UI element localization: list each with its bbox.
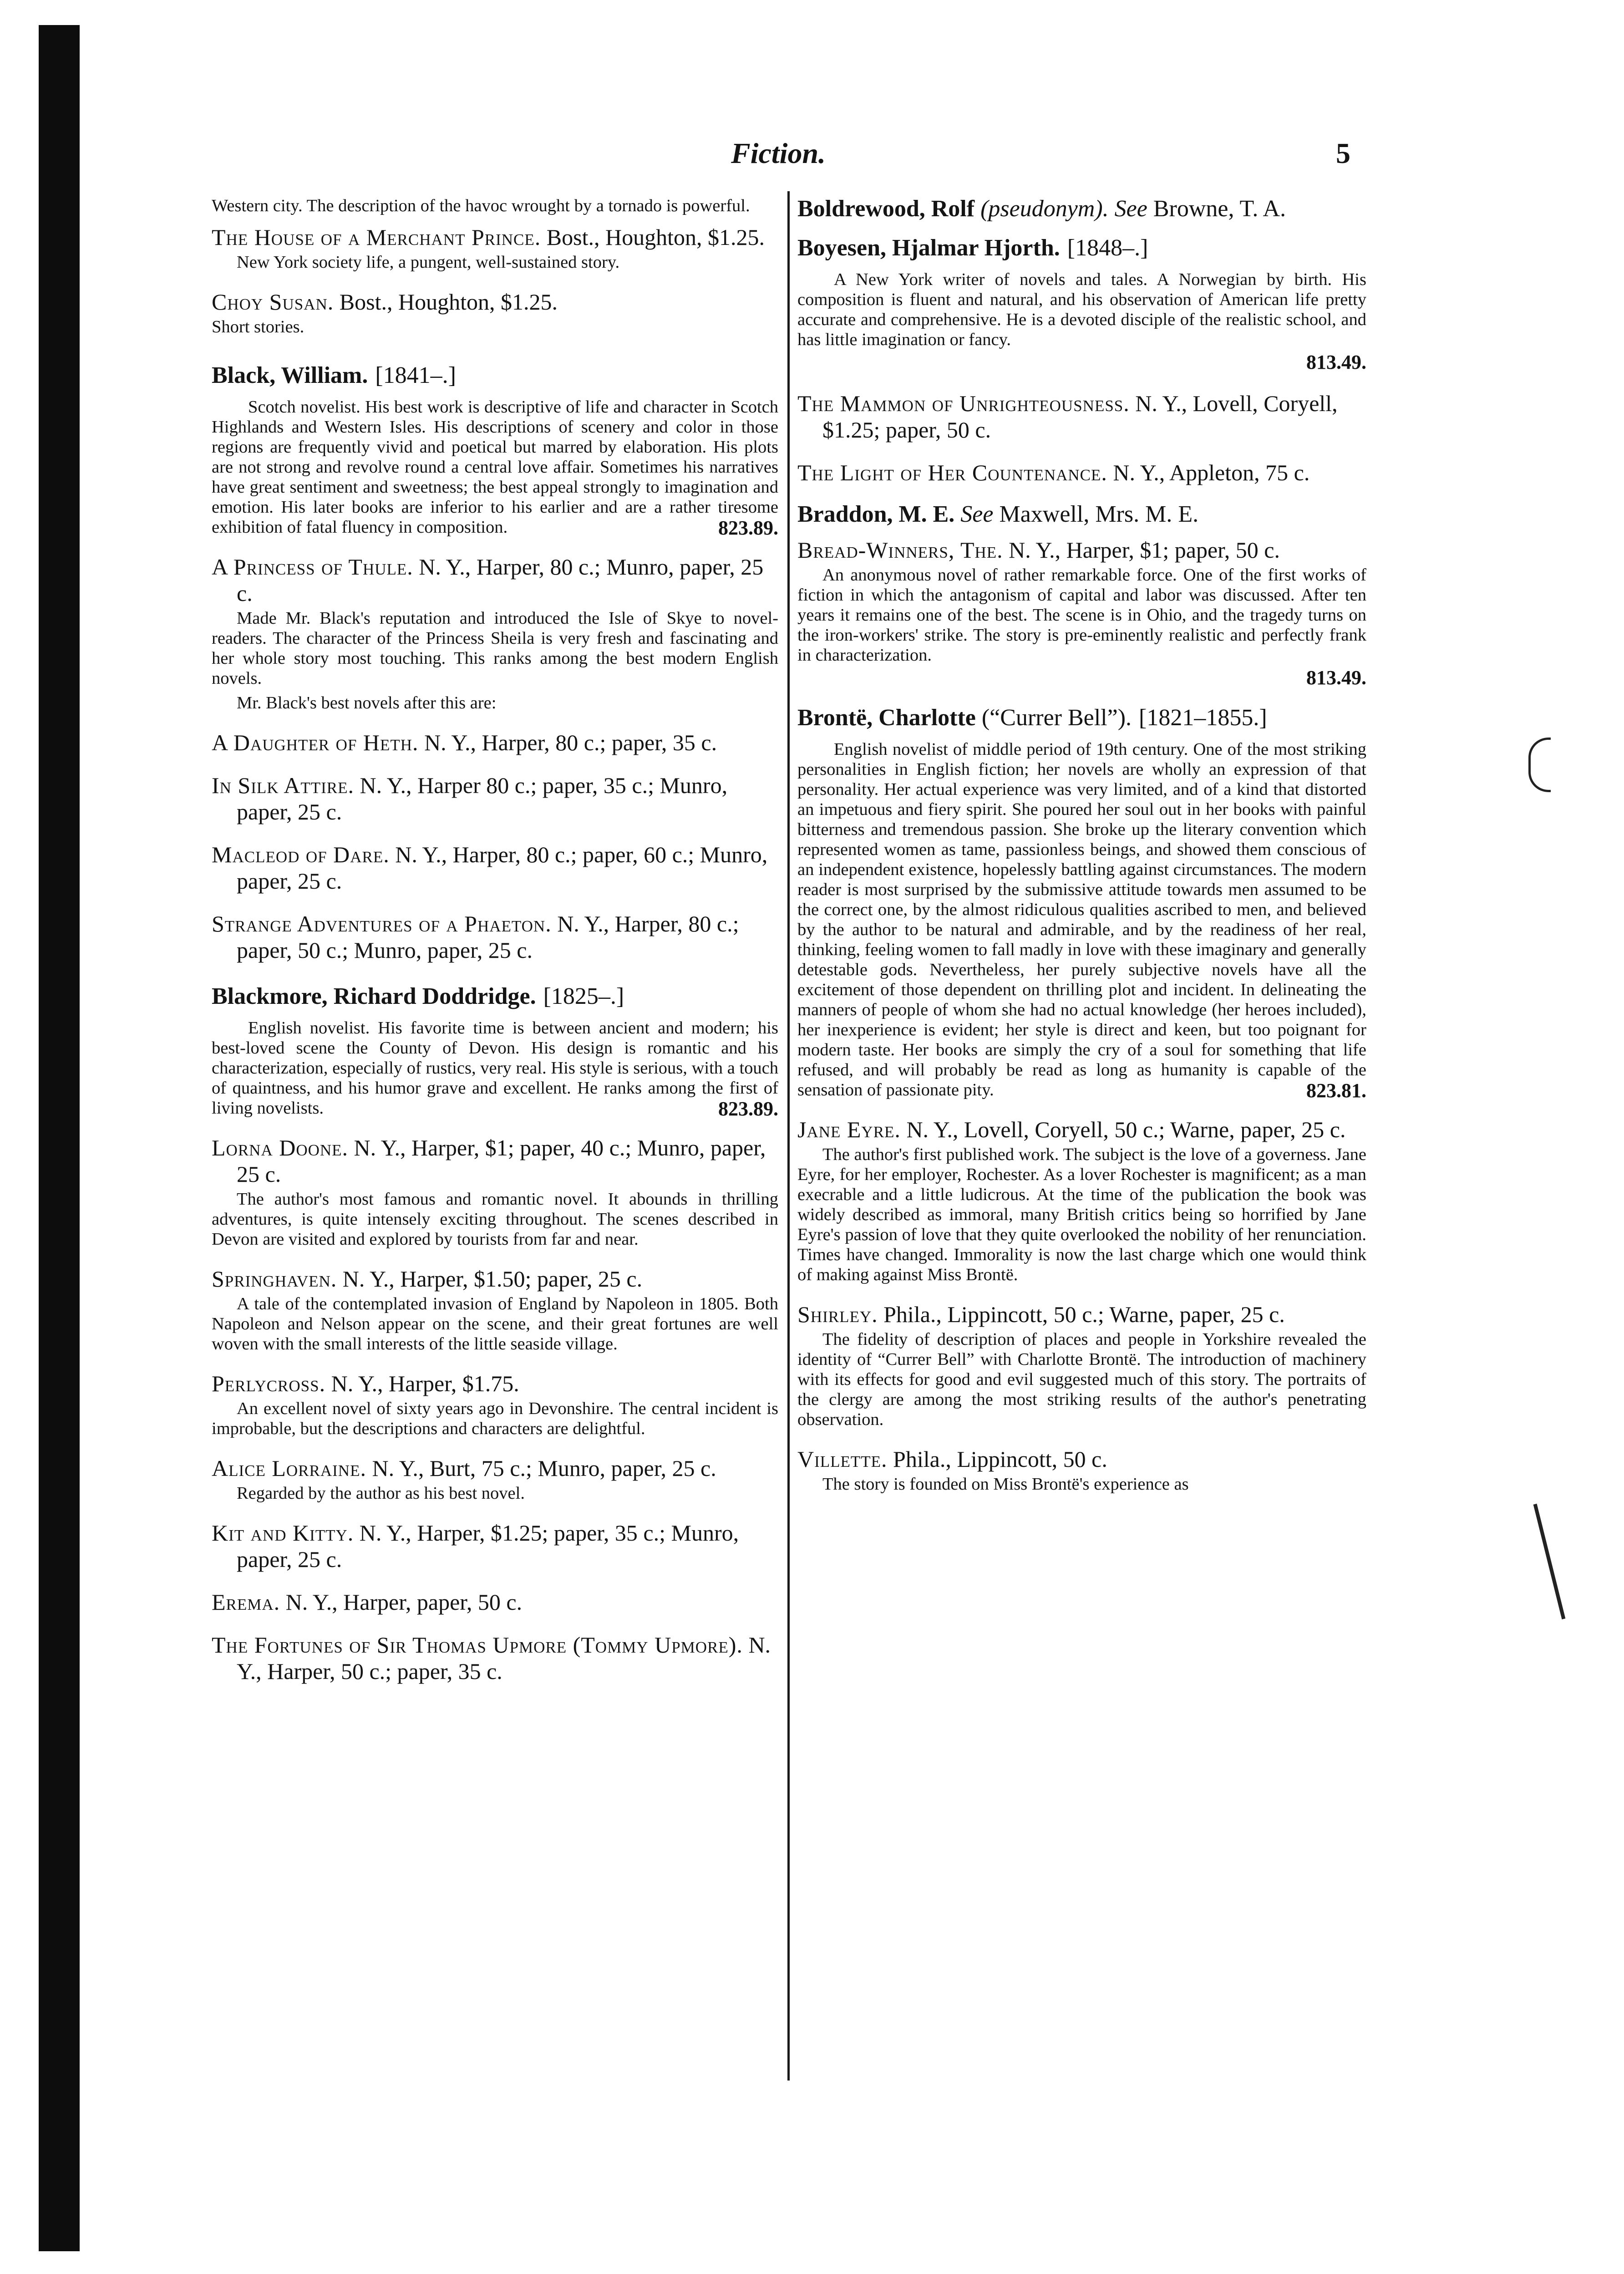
book-description: The author's most famous and romantic novel. It abounds in thrilling adventures, is quite intensely exciting throughout. The scenes described in Devon are visited and explored by tourists from far and near. <box>212 1190 778 1249</box>
author-name: Brontë, Charlotte <box>797 705 976 731</box>
book-description: The author's first published work. The subject is the love of a governess. Jane Eyre, for her employer, Rochester. As a lover Rochester is magnificent; as a man execrable and a little ludicrous. At the time of the publication the book was widely described as immoral, many British critics being so horrified by Jane Eyre's passion of love that they quite overlooked the nobility of her renunciation. Times have changed. Immorality is now the last charge which one would think of making against Miss Brontë. <box>797 1145 1366 1284</box>
book-details: N. Y., Burt, 75 c.; Munro, paper, 25 c. <box>372 1455 716 1481</box>
book-title: Springhaven. <box>212 1266 337 1292</box>
author-name: Braddon, M. E. <box>797 501 955 527</box>
book-title: Lorna Doone. <box>212 1135 349 1160</box>
author-heading <box>212 362 778 389</box>
book-entry <box>797 1301 1366 1430</box>
book-title: A Daughter of Heth. <box>212 730 419 755</box>
pseudonym-note: (pseudonym). <box>980 196 1109 222</box>
book-title: Strange Adventures of a Phaeton. <box>212 911 552 936</box>
book-title: Alice Lorraine. <box>212 1455 366 1481</box>
author-dates: [1825–.] <box>543 983 624 1009</box>
book-entry <box>797 390 1366 443</box>
book-details: N. Y., Harper, $1.50; paper, 25 c. <box>342 1266 643 1292</box>
book-description: A tale of the contemplated invasion of England by Napoleon in 1805. Both Napoleon and Nelson appear on the scene, and their great fortunes are well woven with the small interests of the little seaside village. <box>212 1294 778 1353</box>
book-title: Jane Eyre. <box>797 1117 901 1142</box>
book-description: Short stories. <box>212 317 304 336</box>
book-note: Mr. Black's best novels after this are: <box>237 693 497 712</box>
author-description: English novelist. His favorite time is between ancient and modern; his best-loved scene the County of Devon. His design is romantic and his characterization, especially of rustics, very real. His style is serious, with a touch of quaintness, and his humor grave and excellent. He ranks among the first of living novelists. 823.89. <box>212 1018 778 1120</box>
scan-margin-bar <box>39 25 80 2251</box>
page-number: 5 <box>1336 137 1350 169</box>
margin-stroke-mark <box>1533 1504 1566 1619</box>
book-title: The Light of Her Countenance. <box>797 460 1107 485</box>
book-description: New York society life, a pungent, well-sustained story. <box>237 253 620 272</box>
book-entry <box>212 1134 778 1249</box>
author-heading <box>797 235 1366 261</box>
book-entry <box>212 554 778 713</box>
author-description: A New York writer of novels and tales. A Norwegian by birth. His composition is fluent and natural, and his observation of American life pretty accurate and comprehensive. He is a devoted disciple of the realistic school, and has little imagination or fancy. <box>797 270 1366 349</box>
book-details: N. Y., Harper 80 c.; paper, 35 c.; Munro, paper, 25 c. <box>237 773 728 824</box>
classification-number: 823.81. <box>1306 1079 1366 1102</box>
book-description: The fidelity of description of places and people in Yorkshire revealed the identity of “Currer Bell” with Charlotte Brontë. The introduction of machinery with its effects for good and evil suggested much of this story. The portraits of the clergy are among the most striking results of the author's penetrating observation. <box>797 1330 1366 1429</box>
classification-number: 813.49. <box>1306 351 1366 373</box>
book-title: Choy Susan. <box>212 289 334 315</box>
author-dates: [1821–1855.] <box>1139 705 1267 731</box>
book-title: The House of a Merchant Prince. <box>212 224 541 250</box>
cross-reference: Browne, T. A. <box>1153 196 1286 222</box>
book-title: Shirley. <box>797 1302 878 1327</box>
book-description: An anonymous novel of rather remarkable force. One of the first works of fiction in which the antagonism of capital and labor was discussed. After ten years it remains one of the best. The scene is in Ohio, and the tragedy turns on the iron-workers' strike. The story is pre-eminently realistic and perfectly frank in characterization. <box>797 565 1366 665</box>
author-heading <box>797 196 1366 222</box>
book-details: Bost., Houghton, $1.25. <box>339 289 558 315</box>
cross-reference: Maxwell, Mrs. M. E. <box>999 501 1199 527</box>
book-details: N. Y., Harper, paper, 50 c. <box>285 1589 523 1615</box>
book-title: The Mammon of Unrighteousness. <box>797 391 1130 416</box>
book-details: N. Y., Harper, 50 c.; paper, 35 c. <box>237 1632 771 1684</box>
book-description: Regarded by the author as his best novel. <box>237 1484 525 1503</box>
book-entry <box>797 459 1366 486</box>
running-head <box>0 137 1624 187</box>
book-details: Phila., Lippincott, 50 c. <box>893 1446 1107 1472</box>
book-details: Phila., Lippincott, 50 c.; Warne, paper, 25 c. <box>883 1302 1285 1327</box>
book-details: N. Y., Lovell, Coryell, 50 c.; Warne, paper, 25 c. <box>906 1117 1346 1142</box>
book-details: N. Y., Harper, $1.25; paper, 35 c.; Munro, paper, 25 c. <box>237 1520 739 1572</box>
book-entry <box>212 1455 778 1503</box>
book-entry <box>212 224 778 272</box>
book-entry <box>212 1520 778 1572</box>
book-entry <box>212 1266 778 1354</box>
book-title: Bread-Winners, The. <box>797 537 1003 563</box>
book-details: Bost., Houghton, $1.25. <box>546 224 765 250</box>
author-dates: [1848–.] <box>1067 235 1148 261</box>
book-details: N. Y., Harper, $1; paper, 50 c. <box>1009 537 1280 563</box>
author-heading <box>797 705 1366 731</box>
book-details: N. Y., Harper, $1; paper, 40 c.; Munro, paper, 25 c. <box>237 1135 766 1187</box>
book-title: Villette. <box>797 1446 888 1472</box>
book-entry <box>212 772 778 825</box>
right-column <box>797 196 1366 1494</box>
pen-name: (“Currer Bell”). <box>981 705 1132 731</box>
book-title: Macleod of Dare. <box>212 842 390 867</box>
author-dates: [1841–.] <box>375 362 456 388</box>
author-name: Blackmore, Richard Doddridge. <box>212 983 536 1009</box>
book-entry <box>212 1589 778 1615</box>
book-entry <box>797 537 1366 689</box>
see-label: See <box>960 501 994 527</box>
book-entry <box>212 289 778 337</box>
author-name: Boyesen, Hjalmar Hjorth. <box>797 235 1060 261</box>
book-details: N. Y., Appleton, 75 c. <box>1113 460 1310 485</box>
book-details: N. Y., Lovell, Coryell, $1.25; paper, 50 c. <box>822 391 1338 443</box>
author-heading <box>797 501 1366 528</box>
book-title: A Princess of Thule. <box>212 554 413 580</box>
book-entry <box>212 841 778 894</box>
book-title: Kit and Kitty. <box>212 1520 354 1546</box>
book-description: Made Mr. Black's reputation and introduced the Isle of Skye to novel-readers. The character of the Princess Sheila is very fresh and fascinating and her whole story most touching. This ranks among the best modern English novels. <box>212 609 778 688</box>
book-details: N. Y., Harper, $1.75. <box>331 1371 519 1396</box>
classification-number: 813.49. <box>1306 666 1366 689</box>
book-title: The Fortunes of Sir Thomas Upmore (Tommy Upmore). <box>212 1632 743 1658</box>
author-description: Scotch novelist. His best work is descriptive of life and character in Scotch Highlands and Western Isles. His descriptions of scenery and color in those regions are frequently vivid and poetical but marred by elaboration. His plots are not strong and revolve round a central love affair. Sometimes his narratives have great sentiment and sweetness; the best appeal strongly to imagination and emotion. His later books are inferior to his earlier and are a rather tiresome exhibition of fatal fluency in composition. 823.89. <box>212 397 778 539</box>
book-details: N. Y., Harper, 80 c.; Munro, paper, 25 c. <box>237 554 764 606</box>
author-description: English novelist of middle period of 19th century. One of the most striking personalities in English fiction; her novels are wholly an expression of that personality. Her actual experience was very limited, and of a kind that distorted an impetuous and fiery spirit. She poured her soul out in her books with painful bitterness and tremendous passion. She broke up the literary convention which represented women as tame, passionless beings, and showed them conscious of an independent existence, hopelessly battling against circumstances. The modern reader is most surprised by the submissive attitude towards men assumed to be the correct one, by the almost ridiculous qualities ascribed to men, and believed by the author to be natural and admirable, and by the readiness of her real, thinking, feeling women to fall madly in love with these imaginary and generally detestable gods. Nevertheless, her purely subjective novels have all the excitement of those dependent on thrilling plot and incident. In delineating the manners of people of whom she had no actual knowledge (her heroes included), her inexperience is evident; her style is direct and keen, but too poignant for modern taste. Her books are simply the cry of a soul for something that life refused, and will probably be read as long as humanity is capable of the sensation of passionate pity. 823.81. <box>797 740 1366 1102</box>
book-title: In Silk Attire. <box>212 773 355 798</box>
book-entry <box>797 1446 1366 1494</box>
book-entry <box>212 1370 778 1439</box>
book-description: An excellent novel of sixty years ago in Devonshire. The central incident is improbable, but the descriptions and characters are delightful. <box>212 1399 778 1438</box>
continued-text: Western city. The description of the havoc wrought by a tornado is powerful. <box>212 196 750 215</box>
book-details: N. Y., Harper, 80 c.; paper, 60 c.; Munro, paper, 25 c. <box>237 842 768 894</box>
author-name: Boldrewood, Rolf <box>797 196 975 222</box>
classification-number: 823.89. <box>718 517 778 539</box>
author-heading <box>212 983 778 1010</box>
book-entry <box>797 1116 1366 1285</box>
see-label: See <box>1114 196 1147 222</box>
column-divider <box>787 191 790 2081</box>
book-details: N. Y., Harper, 80 c.; paper, 35 c. <box>424 730 717 755</box>
book-title: Perlycross. <box>212 1371 326 1396</box>
left-column <box>212 196 778 1684</box>
classification-number: 823.89. <box>718 1098 778 1120</box>
book-description: The story is founded on Miss Brontë's experience as <box>822 1475 1189 1494</box>
book-entry <box>212 729 778 756</box>
author-name: Black, William. <box>212 362 368 388</box>
book-entry <box>212 911 778 963</box>
book-entry <box>212 1632 778 1684</box>
margin-bracket-mark <box>1528 738 1551 792</box>
book-title: Erema. <box>212 1589 280 1615</box>
book-details: N. Y., Harper, 80 c.; paper, 50 c.; Munro, paper, 25 c. <box>237 911 739 963</box>
running-title: Fiction. <box>731 137 826 169</box>
